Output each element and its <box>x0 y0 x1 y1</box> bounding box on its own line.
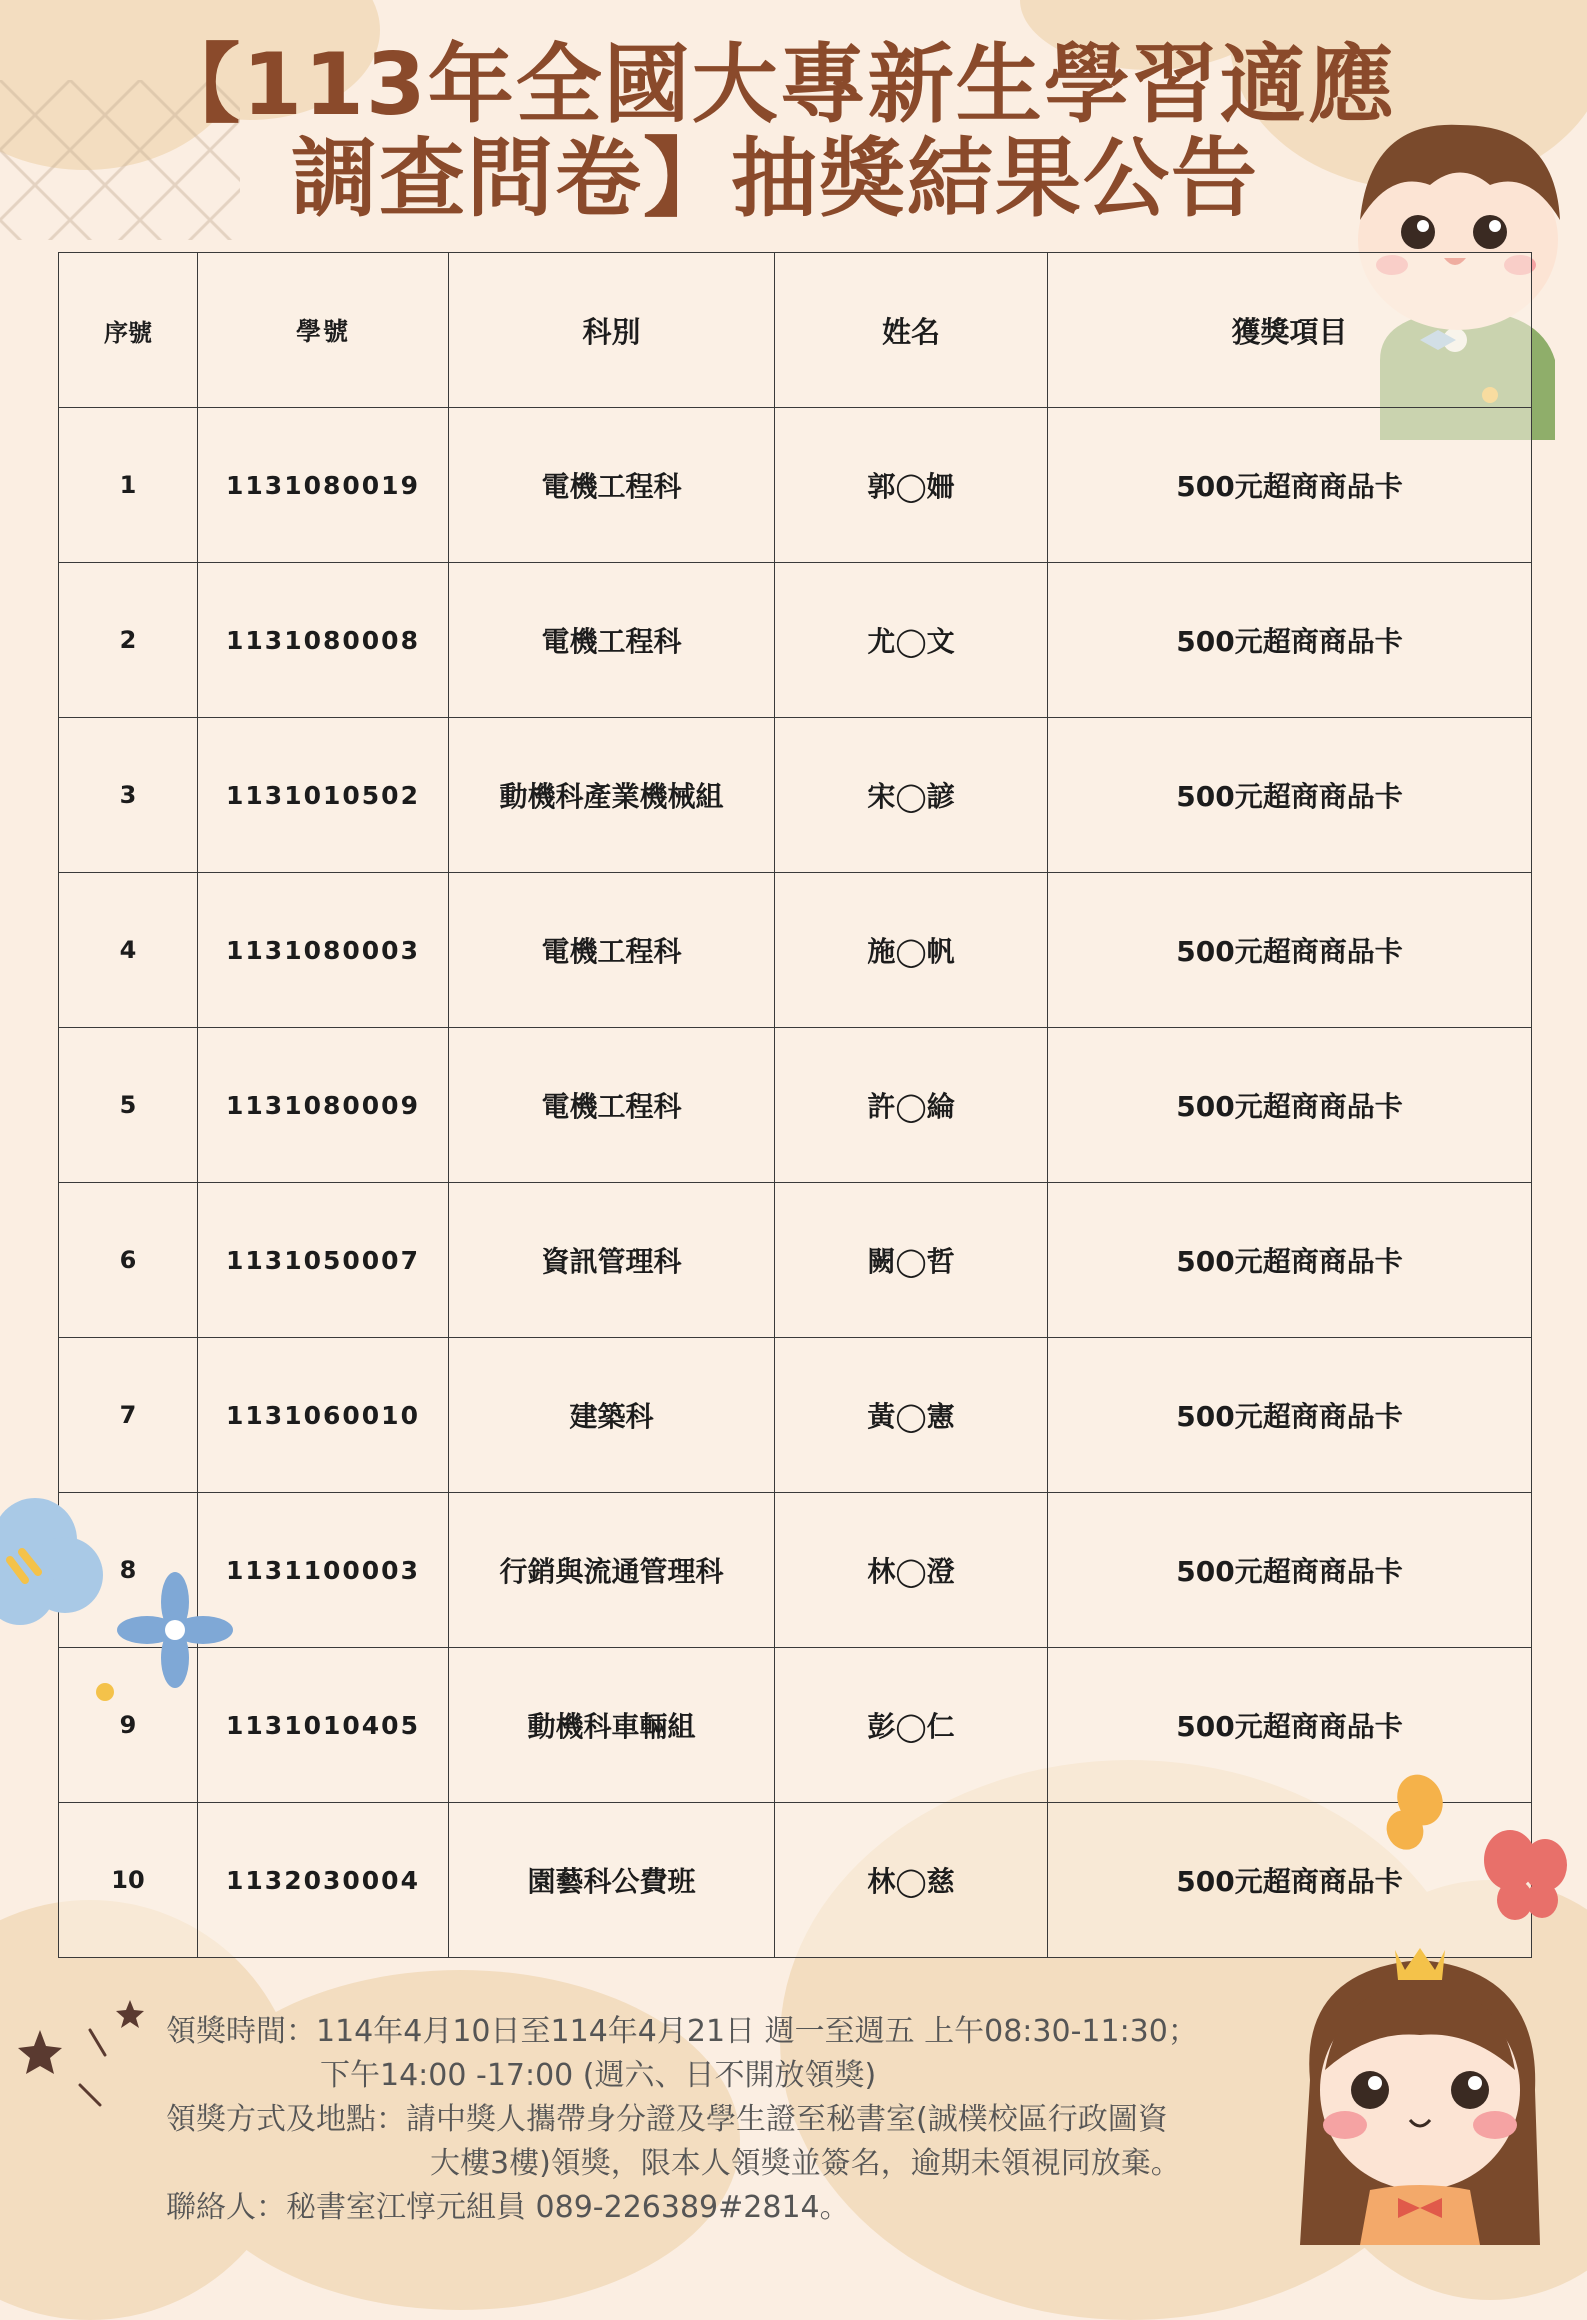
cell-department: 園藝科公費班 <box>449 1803 775 1958</box>
cell-student-id: 1131080003 <box>198 873 449 1028</box>
cell-name: 彭◯仁 <box>775 1648 1048 1803</box>
table-row <box>59 873 1532 1028</box>
butterfly-decoration <box>1370 1770 1580 1950</box>
cell-prize: 500元超商商品卡 <box>1048 1803 1532 1958</box>
note-collection-time-cont: 下午14:00 -17:00 (週六、日不開放領獎) <box>320 2058 877 2093</box>
cell-serial-number: 7 <box>59 1338 198 1493</box>
cell-serial-number: 3 <box>59 718 198 873</box>
table-row <box>59 563 1532 718</box>
cell-name: 施◯帆 <box>775 873 1048 1028</box>
cell-serial-number: 5 <box>59 1028 198 1183</box>
lottery-result-table <box>58 252 1532 1958</box>
note-collection-method-cont: 大樓3樓)領獎，限本人領獎並簽名，逾期未領視同放棄。 <box>430 2146 1181 2181</box>
cell-prize: 500元超商商品卡 <box>1048 1028 1532 1183</box>
cell-student-id: 1131010405 <box>198 1648 449 1803</box>
cell-name: 宋◯諺 <box>775 718 1048 873</box>
cell-serial-number: 6 <box>59 1183 198 1338</box>
table-row <box>59 1028 1532 1183</box>
cell-name: 黃◯憲 <box>775 1338 1048 1493</box>
table-header-row <box>59 253 1532 408</box>
cell-serial-number: 4 <box>59 873 198 1028</box>
table-row <box>59 1648 1532 1803</box>
cell-prize: 500元超商商品卡 <box>1048 1648 1532 1803</box>
page-title-line1: 【113年全國大專新生學習適應 <box>154 35 1396 135</box>
note-contact: 聯絡人：秘書室江惇元組員 089-226389#2814。 <box>166 2190 850 2225</box>
cell-prize: 500元超商商品卡 <box>1048 408 1532 563</box>
cell-name: 林◯澄 <box>775 1493 1048 1648</box>
cell-prize: 500元超商商品卡 <box>1048 1493 1532 1648</box>
table-row <box>59 718 1532 873</box>
cell-name: 闕◯哲 <box>775 1183 1048 1338</box>
cell-serial-number: 10 <box>59 1803 198 1958</box>
collection-notes <box>166 2010 1316 2230</box>
cell-serial-number: 8 <box>59 1493 198 1648</box>
cell-prize: 500元超商商品卡 <box>1048 873 1532 1028</box>
cell-prize: 500元超商商品卡 <box>1048 1183 1532 1338</box>
cell-prize: 500元超商商品卡 <box>1048 1338 1532 1493</box>
table-row <box>59 1803 1532 1958</box>
table-row <box>59 1338 1532 1493</box>
cell-student-id: 1131080008 <box>198 563 449 718</box>
cell-serial-number: 9 <box>59 1648 198 1803</box>
note-collection-method: 領獎方式及地點：請中獎人攜帶身分證及學生證至秘書室(誠樸校區行政圖資 <box>166 2102 1168 2137</box>
cell-name: 許◯綸 <box>775 1028 1048 1183</box>
cell-student-id: 1131010502 <box>198 718 449 873</box>
page-title-line2: 調查問卷】抽獎結果公告 <box>291 129 1259 229</box>
table-row <box>59 408 1532 563</box>
cell-student-id: 1131060010 <box>198 1338 449 1493</box>
cell-department: 行銷與流通管理科 <box>449 1493 775 1648</box>
cell-serial-number: 1 <box>59 408 198 563</box>
cell-department: 電機工程科 <box>449 408 775 563</box>
table-row <box>59 1493 1532 1648</box>
table-row <box>59 1183 1532 1338</box>
header-department: 科別 <box>449 253 775 408</box>
cell-student-id: 1131100003 <box>198 1493 449 1648</box>
cell-department: 電機工程科 <box>449 563 775 718</box>
cell-department: 電機工程科 <box>449 1028 775 1183</box>
cell-serial-number: 2 <box>59 563 198 718</box>
cell-student-id: 1131050007 <box>198 1183 449 1338</box>
cell-department: 動機科產業機械組 <box>449 718 775 873</box>
cell-department: 電機工程科 <box>449 873 775 1028</box>
cell-student-id: 1131080009 <box>198 1028 449 1183</box>
cell-department: 資訊管理科 <box>449 1183 775 1338</box>
header-student-id: 學號 <box>198 253 449 408</box>
page-title <box>150 35 1400 229</box>
cell-prize: 500元超商商品卡 <box>1048 718 1532 873</box>
cell-name: 郭◯姍 <box>775 408 1048 563</box>
note-collection-time: 領獎時間：114年4月10日至114年4月21日 週一至週五 上午08:30-11:30； <box>166 2014 1198 2049</box>
header-serial-number: 序號 <box>59 253 198 408</box>
cell-student-id: 1132030004 <box>198 1803 449 1958</box>
cell-department: 建築科 <box>449 1338 775 1493</box>
cell-student-id: 1131080019 <box>198 408 449 563</box>
cell-name: 林◯慈 <box>775 1803 1048 1958</box>
cell-name: 尤◯文 <box>775 563 1048 718</box>
cell-prize: 500元超商商品卡 <box>1048 563 1532 718</box>
star-decoration <box>10 1990 160 2120</box>
header-name: 姓名 <box>775 253 1048 408</box>
flower-decoration-left <box>0 1480 240 1720</box>
cell-department: 動機科車輛組 <box>449 1648 775 1803</box>
header-prize: 獲獎項目 <box>1048 253 1532 408</box>
